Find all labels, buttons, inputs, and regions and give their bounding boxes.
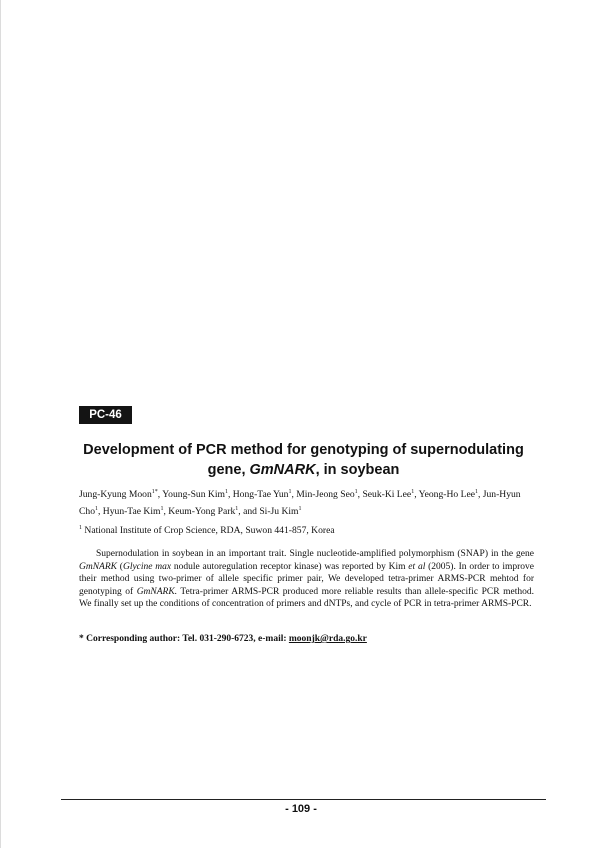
paper-code-badge: PC-46 [79,406,132,424]
abstract-text: ( [117,561,123,572]
abstract-text: nodule autoregulation receptor kinase) was reported by Kim [171,561,409,572]
author-list: Jung-Kyung Moon$^{1*}$, Young-Sun Kim$^1$, Hong-Tae Yun$^1$, Min-Jeong Seo$^1$, Seuk-Ki Lee$^1$, Yeong-Ho Lee$^1$, Jun-Hyun Cho$^1$, Hyun-Tae Kim$^1$, Keum-Yong Park$^1$, and Si-Ju Kim$^1$ [79,489,521,517]
author-name: Yeong-Ho Lee [418,489,475,500]
author-affiliation-marker: 1 [95,506,98,512]
abstract-text: (2005). In order to improve their method using two-primer of allele specific primer pair, We developed tetra-primer ARMS-PCR mehtod for genotyping of [79,561,534,597]
author-conjunction: and [243,506,257,517]
author-affiliation-marker: 1* [151,489,158,495]
abstract-text: Supernodulation in soybean in an important trait. Single nucleotide-amplified polymorphism (SNAP) in the gene [96,549,534,559]
abstract-paragraph [79,548,534,611]
corresponding-label: * Corresponding author: Tel. 031-290-6723, e-mail: [79,634,289,644]
title-gene-name: GmNARK [249,462,316,478]
author-affiliation-marker: 1 [160,506,164,512]
author-name: Jun-Hyun Cho [79,489,521,517]
author-name: Hyun-Tae Kim [102,506,161,517]
title-line-2-suffix: , in soybean [315,462,400,478]
author-name: Si-Ju Kim [259,506,299,517]
author-affiliation-marker: 1 [235,506,239,512]
author-affiliation-marker: 1 [298,506,302,512]
paper-title [61,440,546,480]
abstract-et-al: et al [408,561,426,572]
author-name: Young-Sun Kim [162,489,225,500]
affiliation-marker: 1 [79,525,82,531]
abstract-text: Tetra-primer ARMS-PCR produced more reliable results than allele-specific PCR method. We finally set up the conditions of concentration of primers and dNTPs, and cycle of PCR in tetra-primer ARMS-PCR. [79,586,534,610]
title-line-1: Development of PCR method for genotyping of supernodulating [83,442,524,458]
author-affiliation-marker: 1 [354,489,358,495]
author-name: Hong-Tae Yun [232,489,289,500]
author-affiliation-marker: 1 [474,489,478,495]
title-line-2-prefix: gene, [207,462,250,478]
author-name: Jung-Kyung Moon [79,489,152,500]
author-affiliation-marker: 1 [411,489,415,495]
author-affiliation-marker: 1 [224,489,228,495]
corresponding-email-link[interactable]: moonjk@rda.go.kr [288,634,367,644]
affiliation [79,524,539,538]
affiliation-text: National Institute of Crop Science, RDA, Suwon 441-857, Korea [84,525,335,536]
corresponding-author [79,632,539,646]
abstract-species-name: Glycine max [122,561,172,572]
author-name: Seuk-Ki Lee [362,489,412,500]
author-affiliation-marker: 1 [288,489,292,495]
author-name: Keum-Yong Park [168,506,236,517]
footer-divider [61,799,546,800]
abstract-gene-name: GmNARK [79,561,117,572]
author-name: Min-Jeong Seo [296,489,355,500]
page-number: - 109 - [285,803,317,815]
abstract-gene-name: GmNARK. [136,586,178,597]
